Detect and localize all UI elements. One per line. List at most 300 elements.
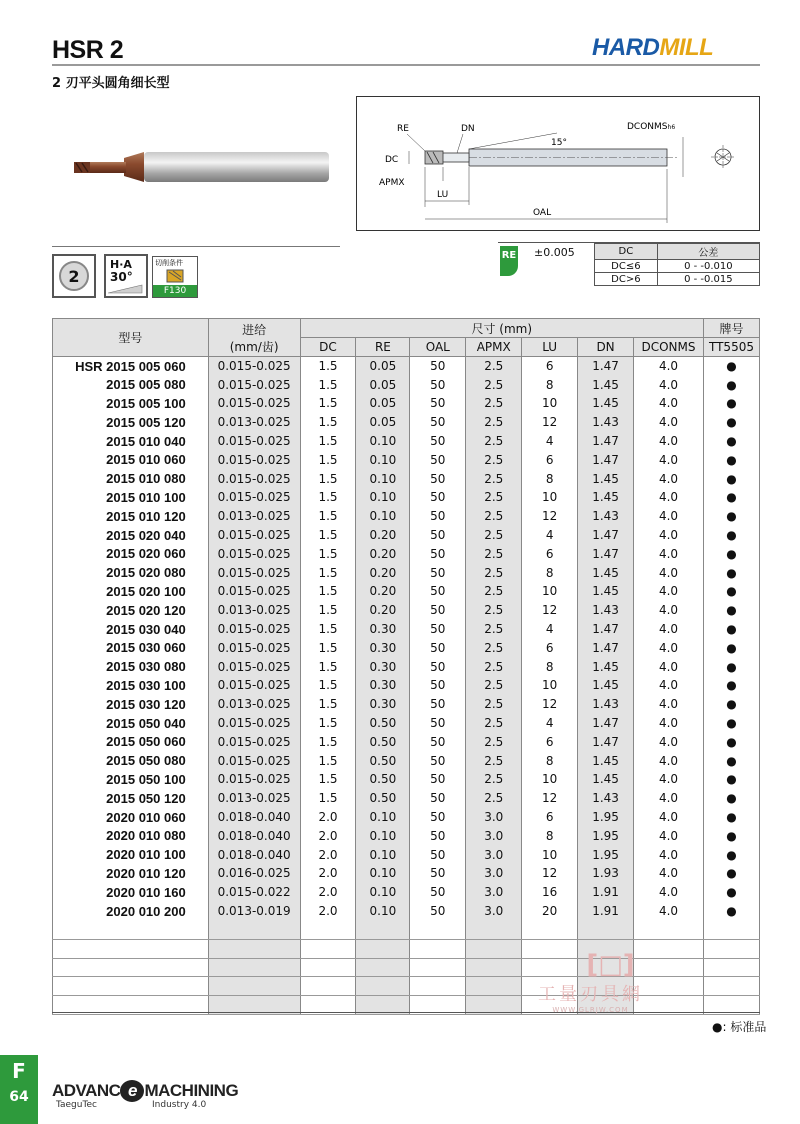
cell-re: 0.10 bbox=[356, 808, 410, 827]
cell-dn: 1.45 bbox=[578, 657, 634, 676]
tol-cell: DC≤6 bbox=[595, 260, 658, 273]
table-row bbox=[53, 450, 760, 469]
tol-cell: DC>6 bbox=[595, 273, 658, 286]
cell-model: 2015 050 120 bbox=[53, 789, 209, 808]
cell-grade: ● bbox=[703, 563, 759, 582]
cell-dc: 1.5 bbox=[300, 450, 356, 469]
cell-model: 2015 030 120 bbox=[53, 695, 209, 714]
cell-dn: 1.47 bbox=[578, 526, 634, 545]
cell-dconms: 4.0 bbox=[634, 695, 704, 714]
dconms-label: DCONMSh6 bbox=[627, 122, 676, 132]
cell-dn: 1.45 bbox=[578, 563, 634, 582]
cell-model: 2015 005 100 bbox=[53, 394, 209, 413]
empty-cell bbox=[300, 939, 356, 958]
empty-cell bbox=[466, 939, 522, 958]
cell-feed: 0.015-0.025 bbox=[208, 563, 300, 582]
header-size: 尺寸 (mm) bbox=[300, 319, 703, 338]
cell-apmx: 2.5 bbox=[466, 413, 522, 432]
cell-dn: 1.43 bbox=[578, 507, 634, 526]
cell-dconms: 4.0 bbox=[634, 714, 704, 733]
flute-count: 2 bbox=[68, 266, 80, 286]
empty-cell bbox=[208, 958, 300, 977]
empty-cell bbox=[466, 920, 522, 939]
cell-dconms: 4.0 bbox=[634, 808, 704, 827]
cell-dc: 1.5 bbox=[300, 526, 356, 545]
cell-apmx: 2.5 bbox=[466, 770, 522, 789]
cell-lu: 8 bbox=[522, 469, 578, 488]
table-row bbox=[53, 507, 760, 526]
cell-dn: 1.47 bbox=[578, 638, 634, 657]
cell-dn: 1.43 bbox=[578, 601, 634, 620]
cell-model: 2015 010 080 bbox=[53, 469, 209, 488]
logo-post: MACHINING bbox=[144, 1081, 239, 1100]
cell-dconms: 4.0 bbox=[634, 676, 704, 695]
cell-feed: 0.015-0.025 bbox=[208, 751, 300, 770]
cell-model: 2015 020 080 bbox=[53, 563, 209, 582]
cell-oal: 50 bbox=[410, 601, 466, 620]
cell-model: 2015 050 040 bbox=[53, 714, 209, 733]
header-apmx: APMX bbox=[466, 338, 522, 357]
empty-cell bbox=[208, 920, 300, 939]
cell-apmx: 2.5 bbox=[466, 582, 522, 601]
cell-dc: 2.0 bbox=[300, 902, 356, 921]
cell-lu: 10 bbox=[522, 845, 578, 864]
cell-dconms: 4.0 bbox=[634, 450, 704, 469]
cell-apmx: 2.5 bbox=[466, 601, 522, 620]
cond-label: 切削条件 bbox=[155, 259, 183, 267]
cell-grade: ● bbox=[703, 544, 759, 563]
cell-lu: 6 bbox=[522, 732, 578, 751]
header-dc: DC bbox=[300, 338, 356, 357]
cell-dc: 2.0 bbox=[300, 883, 356, 902]
section-letter: F bbox=[12, 1059, 26, 1083]
page-subtitle: 2 刃平头圆角细长型 bbox=[52, 76, 170, 91]
cell-dn: 1.47 bbox=[578, 714, 634, 733]
cell-dconms: 4.0 bbox=[634, 601, 704, 620]
cell-feed: 0.018-0.040 bbox=[208, 826, 300, 845]
cell-model: 2015 050 100 bbox=[53, 770, 209, 789]
cell-grade: ● bbox=[703, 375, 759, 394]
cell-model: 2015 020 120 bbox=[53, 601, 209, 620]
cell-apmx: 2.5 bbox=[466, 563, 522, 582]
header-grade: 牌号 bbox=[703, 319, 759, 338]
empty-cell bbox=[410, 958, 466, 977]
cell-dn: 1.47 bbox=[578, 432, 634, 451]
cell-dc: 1.5 bbox=[300, 394, 356, 413]
cell-grade: ● bbox=[703, 676, 759, 695]
cell-re: 0.50 bbox=[356, 732, 410, 751]
cell-dc: 1.5 bbox=[300, 488, 356, 507]
cell-re: 0.10 bbox=[356, 883, 410, 902]
cell-model: 2015 010 040 bbox=[53, 432, 209, 451]
header-dn: DN bbox=[578, 338, 634, 357]
tol-header-tolerance: 公差 bbox=[657, 244, 759, 260]
cell-dc: 1.5 bbox=[300, 601, 356, 620]
cell-lu: 4 bbox=[522, 714, 578, 733]
cell-apmx: 2.5 bbox=[466, 751, 522, 770]
cell-dn: 1.43 bbox=[578, 695, 634, 714]
cell-dc: 1.5 bbox=[300, 751, 356, 770]
cell-apmx: 3.0 bbox=[466, 902, 522, 921]
cell-grade: ● bbox=[703, 902, 759, 921]
table-row bbox=[53, 657, 760, 676]
helix-label: H·A bbox=[110, 258, 132, 271]
logo-pre: ADVANC bbox=[52, 1081, 121, 1100]
watermark bbox=[538, 950, 643, 1014]
watermark-logo-icon: [□] bbox=[586, 950, 635, 980]
table-row bbox=[53, 638, 760, 657]
brand-hard: HARD bbox=[592, 34, 660, 61]
table-row bbox=[53, 714, 760, 733]
cell-oal: 50 bbox=[410, 469, 466, 488]
cell-grade: ● bbox=[703, 357, 759, 376]
cell-dconms: 4.0 bbox=[634, 789, 704, 808]
table-row bbox=[53, 432, 760, 451]
empty-cell bbox=[410, 920, 466, 939]
cell-dn: 1.93 bbox=[578, 864, 634, 883]
cell-grade: ● bbox=[703, 394, 759, 413]
helix-angle-icon bbox=[104, 254, 148, 298]
cell-dn: 1.91 bbox=[578, 902, 634, 921]
cell-lu: 8 bbox=[522, 375, 578, 394]
cell-apmx: 2.5 bbox=[466, 507, 522, 526]
cell-dconms: 4.0 bbox=[634, 902, 704, 921]
cell-grade: ● bbox=[703, 770, 759, 789]
empty-cell bbox=[410, 939, 466, 958]
cell-dn: 1.43 bbox=[578, 789, 634, 808]
cell-lu: 6 bbox=[522, 638, 578, 657]
cell-feed: 0.015-0.025 bbox=[208, 582, 300, 601]
cell-model: 2015 050 060 bbox=[53, 732, 209, 751]
cell-oal: 50 bbox=[410, 488, 466, 507]
cell-model: HSR 2015 005 060 bbox=[53, 357, 209, 376]
cell-dconms: 4.0 bbox=[634, 357, 704, 376]
cell-dn: 1.95 bbox=[578, 826, 634, 845]
cell-dconms: 4.0 bbox=[634, 488, 704, 507]
table-row bbox=[53, 902, 760, 921]
product-table bbox=[52, 318, 760, 1015]
cell-dc: 1.5 bbox=[300, 563, 356, 582]
cell-re: 0.30 bbox=[356, 676, 410, 695]
cell-feed: 0.013-0.025 bbox=[208, 507, 300, 526]
cell-model: 2015 020 100 bbox=[53, 582, 209, 601]
cell-oal: 50 bbox=[410, 450, 466, 469]
table-row bbox=[53, 469, 760, 488]
cell-apmx: 2.5 bbox=[466, 620, 522, 639]
empty-cell bbox=[356, 920, 410, 939]
cell-re: 0.10 bbox=[356, 902, 410, 921]
cell-dconms: 4.0 bbox=[634, 620, 704, 639]
empty-cell bbox=[522, 920, 578, 939]
empty-cell bbox=[703, 939, 759, 958]
cell-model: 2015 030 060 bbox=[53, 638, 209, 657]
tool-photo bbox=[64, 132, 334, 202]
cell-dn: 1.45 bbox=[578, 375, 634, 394]
cell-lu: 16 bbox=[522, 883, 578, 902]
cell-dconms: 4.0 bbox=[634, 770, 704, 789]
cell-dn: 1.45 bbox=[578, 394, 634, 413]
dimension-drawing bbox=[357, 97, 761, 232]
cell-feed: 0.018-0.040 bbox=[208, 808, 300, 827]
cell-feed: 0.015-0.025 bbox=[208, 676, 300, 695]
dn-label: DN bbox=[461, 124, 475, 134]
cell-apmx: 2.5 bbox=[466, 394, 522, 413]
cell-oal: 50 bbox=[410, 657, 466, 676]
empty-row bbox=[53, 977, 760, 996]
empty-cell bbox=[634, 958, 704, 977]
table-row bbox=[53, 375, 760, 394]
empty-cell bbox=[634, 939, 704, 958]
cell-oal: 50 bbox=[410, 676, 466, 695]
table-row bbox=[53, 845, 760, 864]
cell-apmx: 2.5 bbox=[466, 657, 522, 676]
cell-feed: 0.015-0.025 bbox=[208, 732, 300, 751]
cell-lu: 4 bbox=[522, 526, 578, 545]
cell-grade: ● bbox=[703, 469, 759, 488]
cell-re: 0.10 bbox=[356, 469, 410, 488]
tol-cell: 0 - -0.010 bbox=[657, 260, 759, 273]
table-row bbox=[53, 526, 760, 545]
cell-lu: 12 bbox=[522, 789, 578, 808]
cell-lu: 8 bbox=[522, 826, 578, 845]
cell-model: 2020 010 120 bbox=[53, 864, 209, 883]
cell-apmx: 3.0 bbox=[466, 845, 522, 864]
cell-lu: 6 bbox=[522, 357, 578, 376]
cell-oal: 50 bbox=[410, 413, 466, 432]
empty-cell bbox=[703, 920, 759, 939]
cell-feed: 0.018-0.040 bbox=[208, 845, 300, 864]
cell-model: 2015 020 060 bbox=[53, 544, 209, 563]
cell-dc: 1.5 bbox=[300, 657, 356, 676]
cell-feed: 0.015-0.025 bbox=[208, 488, 300, 507]
cell-dc: 1.5 bbox=[300, 413, 356, 432]
cell-oal: 50 bbox=[410, 714, 466, 733]
cell-grade: ● bbox=[703, 601, 759, 620]
cell-oal: 50 bbox=[410, 883, 466, 902]
empty-cell bbox=[634, 977, 704, 996]
cell-lu: 20 bbox=[522, 902, 578, 921]
cell-re: 0.10 bbox=[356, 826, 410, 845]
cell-re: 0.50 bbox=[356, 714, 410, 733]
header-lu: LU bbox=[522, 338, 578, 357]
cell-oal: 50 bbox=[410, 902, 466, 921]
cell-grade: ● bbox=[703, 582, 759, 601]
cell-dc: 1.5 bbox=[300, 544, 356, 563]
header-grade-code: TT5505 bbox=[703, 338, 759, 357]
cell-model: 2020 010 080 bbox=[53, 826, 209, 845]
cell-apmx: 2.5 bbox=[466, 432, 522, 451]
cell-dc: 2.0 bbox=[300, 864, 356, 883]
table-row bbox=[53, 808, 760, 827]
table-row bbox=[53, 620, 760, 639]
cell-oal: 50 bbox=[410, 582, 466, 601]
cell-oal: 50 bbox=[410, 845, 466, 864]
apmx-label: APMX bbox=[379, 178, 405, 188]
logo-e: e bbox=[120, 1080, 144, 1102]
cell-oal: 50 bbox=[410, 563, 466, 582]
cell-dc: 1.5 bbox=[300, 770, 356, 789]
cell-re: 0.10 bbox=[356, 432, 410, 451]
cell-dconms: 4.0 bbox=[634, 544, 704, 563]
header-feed-label: 进给 bbox=[242, 322, 267, 337]
cell-model: 2015 030 040 bbox=[53, 620, 209, 639]
cell-dc: 1.5 bbox=[300, 507, 356, 526]
table-row bbox=[595, 273, 760, 286]
cell-re: 0.05 bbox=[356, 357, 410, 376]
cell-dc: 1.5 bbox=[300, 582, 356, 601]
cell-oal: 50 bbox=[410, 544, 466, 563]
cell-apmx: 2.5 bbox=[466, 695, 522, 714]
cell-re: 0.50 bbox=[356, 751, 410, 770]
cell-model: 2015 030 100 bbox=[53, 676, 209, 695]
cell-feed: 0.013-0.025 bbox=[208, 601, 300, 620]
cell-feed: 0.015-0.025 bbox=[208, 394, 300, 413]
cell-dn: 1.47 bbox=[578, 732, 634, 751]
table-row bbox=[53, 826, 760, 845]
cell-grade: ● bbox=[703, 450, 759, 469]
cell-lu: 8 bbox=[522, 751, 578, 770]
cell-grade: ● bbox=[703, 883, 759, 902]
re-badge-tail bbox=[500, 266, 518, 276]
table-row bbox=[53, 751, 760, 770]
empty-cell bbox=[208, 939, 300, 958]
cell-grade: ● bbox=[703, 826, 759, 845]
cell-dc: 2.0 bbox=[300, 826, 356, 845]
cell-grade: ● bbox=[703, 695, 759, 714]
cell-lu: 12 bbox=[522, 413, 578, 432]
cell-re: 0.30 bbox=[356, 638, 410, 657]
empty-cell bbox=[703, 977, 759, 996]
cell-dn: 1.95 bbox=[578, 808, 634, 827]
empty-row bbox=[53, 939, 760, 958]
cell-grade: ● bbox=[703, 488, 759, 507]
empty-cell bbox=[703, 958, 759, 977]
cell-re: 0.05 bbox=[356, 413, 410, 432]
cell-oal: 50 bbox=[410, 770, 466, 789]
table-row bbox=[53, 789, 760, 808]
cell-dn: 1.95 bbox=[578, 845, 634, 864]
cell-re: 0.20 bbox=[356, 526, 410, 545]
cell-feed: 0.013-0.019 bbox=[208, 902, 300, 921]
cell-oal: 50 bbox=[410, 375, 466, 394]
cell-grade: ● bbox=[703, 808, 759, 827]
cell-re: 0.30 bbox=[356, 620, 410, 639]
cell-dconms: 4.0 bbox=[634, 432, 704, 451]
cell-apmx: 2.5 bbox=[466, 375, 522, 394]
cell-grade: ● bbox=[703, 789, 759, 808]
cell-dc: 1.5 bbox=[300, 732, 356, 751]
watermark-text: 工量刃具網 bbox=[538, 984, 643, 1005]
cell-dconms: 4.0 bbox=[634, 883, 704, 902]
cell-grade: ● bbox=[703, 657, 759, 676]
legend: ●: 标准品 bbox=[712, 1020, 767, 1034]
cell-feed: 0.015-0.025 bbox=[208, 657, 300, 676]
cell-grade: ● bbox=[703, 864, 759, 883]
cell-re: 0.30 bbox=[356, 695, 410, 714]
cell-apmx: 2.5 bbox=[466, 732, 522, 751]
cell-dc: 1.5 bbox=[300, 695, 356, 714]
cell-dconms: 4.0 bbox=[634, 751, 704, 770]
brand-mill: MILL bbox=[659, 34, 714, 61]
cell-grade: ● bbox=[703, 432, 759, 451]
cell-apmx: 2.5 bbox=[466, 714, 522, 733]
cell-oal: 50 bbox=[410, 507, 466, 526]
cell-dconms: 4.0 bbox=[634, 563, 704, 582]
cell-dconms: 4.0 bbox=[634, 469, 704, 488]
cell-lu: 10 bbox=[522, 488, 578, 507]
cell-dconms: 4.0 bbox=[634, 507, 704, 526]
empty-cell bbox=[208, 977, 300, 996]
cell-lu: 12 bbox=[522, 507, 578, 526]
header-feed bbox=[208, 319, 300, 357]
cell-re: 0.10 bbox=[356, 488, 410, 507]
empty-cell bbox=[300, 958, 356, 977]
cell-feed: 0.015-0.025 bbox=[208, 638, 300, 657]
cell-apmx: 3.0 bbox=[466, 864, 522, 883]
dc-label: DC bbox=[385, 155, 399, 165]
cell-model: 2015 020 040 bbox=[53, 526, 209, 545]
cell-lu: 6 bbox=[522, 544, 578, 563]
cell-dn: 1.45 bbox=[578, 751, 634, 770]
cell-dn: 1.47 bbox=[578, 450, 634, 469]
cell-oal: 50 bbox=[410, 864, 466, 883]
cell-dn: 1.91 bbox=[578, 883, 634, 902]
cell-re: 0.30 bbox=[356, 657, 410, 676]
oal-label: OAL bbox=[533, 208, 552, 218]
table-row bbox=[53, 864, 760, 883]
tol-cell: 0 - -0.015 bbox=[657, 273, 759, 286]
cell-apmx: 2.5 bbox=[466, 526, 522, 545]
cell-grade: ● bbox=[703, 732, 759, 751]
cell-feed: 0.015-0.025 bbox=[208, 450, 300, 469]
page-title: HSR 2 bbox=[52, 36, 124, 64]
cell-oal: 50 bbox=[410, 789, 466, 808]
angle-label: 15° bbox=[551, 138, 567, 148]
header-feed-unit: (mm/齿) bbox=[229, 339, 279, 354]
empty-cell bbox=[410, 977, 466, 996]
hardmill-logo bbox=[592, 34, 713, 62]
cell-model: 2015 010 100 bbox=[53, 488, 209, 507]
cell-grade: ● bbox=[703, 413, 759, 432]
cell-model: 2015 010 060 bbox=[53, 450, 209, 469]
cell-feed: 0.016-0.025 bbox=[208, 864, 300, 883]
header-re: RE bbox=[356, 338, 410, 357]
cell-re: 0.10 bbox=[356, 845, 410, 864]
empty-cell bbox=[466, 977, 522, 996]
cell-re: 0.50 bbox=[356, 789, 410, 808]
cell-grade: ● bbox=[703, 845, 759, 864]
empty-cell bbox=[53, 920, 209, 939]
cell-lu: 10 bbox=[522, 676, 578, 695]
watermark-url: WWW.GLRJW.COM bbox=[552, 1006, 629, 1014]
cell-dn: 1.45 bbox=[578, 770, 634, 789]
table-row bbox=[53, 488, 760, 507]
cell-dconms: 4.0 bbox=[634, 413, 704, 432]
cell-grade: ● bbox=[703, 638, 759, 657]
table-row bbox=[53, 601, 760, 620]
cell-lu: 10 bbox=[522, 394, 578, 413]
cell-dn: 1.45 bbox=[578, 488, 634, 507]
cell-lu: 6 bbox=[522, 450, 578, 469]
cell-dc: 2.0 bbox=[300, 845, 356, 864]
table-row bbox=[595, 260, 760, 273]
cell-apmx: 3.0 bbox=[466, 826, 522, 845]
empty-cell bbox=[356, 939, 410, 958]
cell-re: 0.05 bbox=[356, 375, 410, 394]
cell-dconms: 4.0 bbox=[634, 638, 704, 657]
cell-apmx: 2.5 bbox=[466, 488, 522, 507]
header-model: 型号 bbox=[53, 319, 209, 357]
